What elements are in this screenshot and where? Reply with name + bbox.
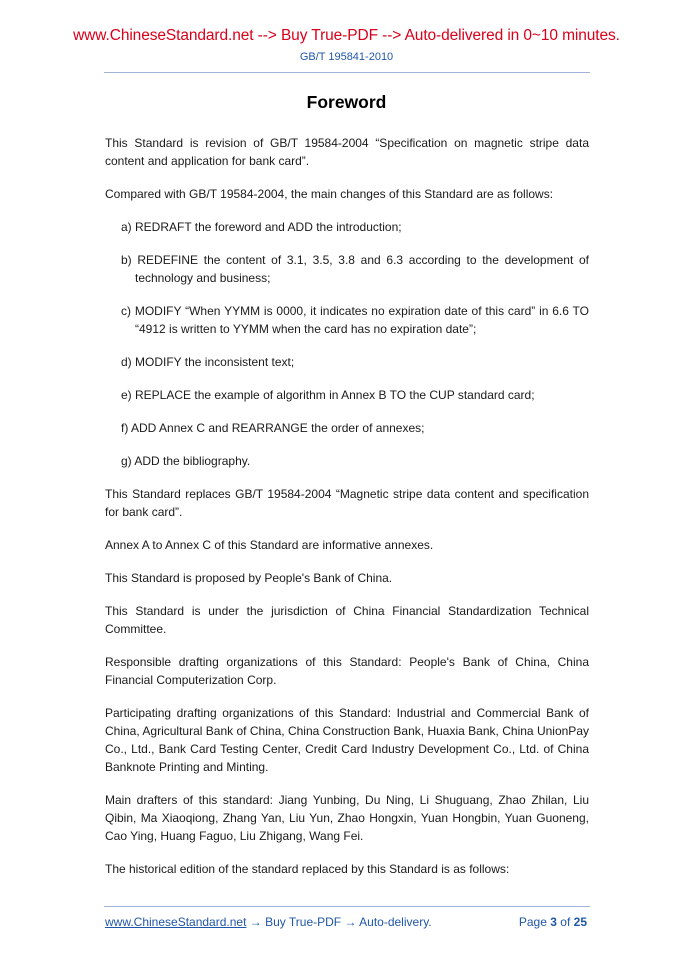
page-current: 3: [550, 915, 557, 929]
change-item: a) REDRAFT the foreword and ADD the introduction;: [121, 220, 402, 234]
page-title: Foreword: [306, 92, 387, 112]
paragraph: This Standard is proposed by People's Bank of China.: [105, 571, 393, 585]
page-total: 25: [573, 915, 587, 929]
paragraph: Compared with GB/T 19584-2004, the main changes of this Standard are as follows:: [105, 187, 554, 201]
arrow-right-icon: →: [249, 915, 262, 929]
header-divider: [104, 72, 590, 73]
site-link[interactable]: www.ChineseStandard.net: [105, 915, 247, 929]
change-item: e) REPLACE the example of algorithm in Annex B TO the CUP standard card;: [121, 388, 535, 402]
arrow-right-icon: →: [344, 915, 357, 929]
paragraph: Main drafters of this standard: Jiang Yunbing, Du Ning, Li Shuguang, Zhao Zhilan, Liu Qibin, Ma Xiaoqiong, Zhang Yan, Liu Yun, Zhao Hongxin, Yuan Hongbin, Yuan Guoneng, Cao Ying, Huang Faguo, Liu Zhigang, Wang Fei.: [105, 793, 589, 843]
paragraph: Responsible drafting organizations of this Standard: People's Bank of China, China Financial Computerization Corp.: [105, 655, 589, 687]
paragraph: This Standard is revision of GB/T 19584-2004 “Specification on magnetic stripe data content and application for bank card”.: [105, 136, 589, 168]
foreword-body: [105, 134, 589, 893]
paragraph: This Standard replaces GB/T 19584-2004 “Magnetic stripe data content and specification for bank card”.: [105, 487, 589, 519]
standard-number: GB/T 195841-2010: [299, 51, 394, 63]
page-indicator: [519, 915, 587, 929]
change-item: c) MODIFY “When YYMM is 0000, it indicates no expiration date of this card” in 6.6 TO “4912 is written to YYMM when the card has no expiration date”;: [121, 304, 589, 336]
page-footer: [105, 915, 587, 933]
auto-delivery-text: Auto-delivery.: [359, 915, 432, 929]
buy-true-pdf-link[interactable]: Buy True-PDF: [265, 915, 342, 929]
paragraph: This Standard is under the jurisdiction of China Financial Standardization Technical Committee.: [105, 604, 589, 636]
change-item: f) ADD Annex C and REARRANGE the order of annexes;: [121, 421, 425, 435]
paragraph: Participating drafting organizations of this Standard: Industrial and Commercial Bank of China, Agricultural Bank of China, China Construction Bank, Huaxia Bank, China UnionPay Co., Ltd., Bank Card Testing Center, Credit Card Industry Development Co., Ltd. of China Banknote Printing and Minting.: [105, 706, 589, 774]
footer-links: [105, 915, 432, 929]
promo-banner[interactable]: www.ChineseStandard.net --> Buy True-PDF --> Auto-delivered in 0~10 minutes.: [73, 27, 620, 44]
change-item: g) ADD the bibliography.: [121, 454, 251, 468]
change-item: d) MODIFY the inconsistent text;: [121, 355, 295, 369]
page-of: of: [560, 915, 571, 929]
footer-divider: [104, 906, 590, 907]
paragraph: The historical edition of the standard replaced by this Standard is as follows:: [105, 862, 510, 876]
paragraph: Annex A to Annex C of this Standard are informative annexes.: [105, 538, 434, 552]
change-item: b) REDEFINE the content of 3.1, 3.5, 3.8 and 6.3 according to the development of technology and business;: [121, 253, 589, 285]
page-label: Page: [518, 915, 547, 929]
